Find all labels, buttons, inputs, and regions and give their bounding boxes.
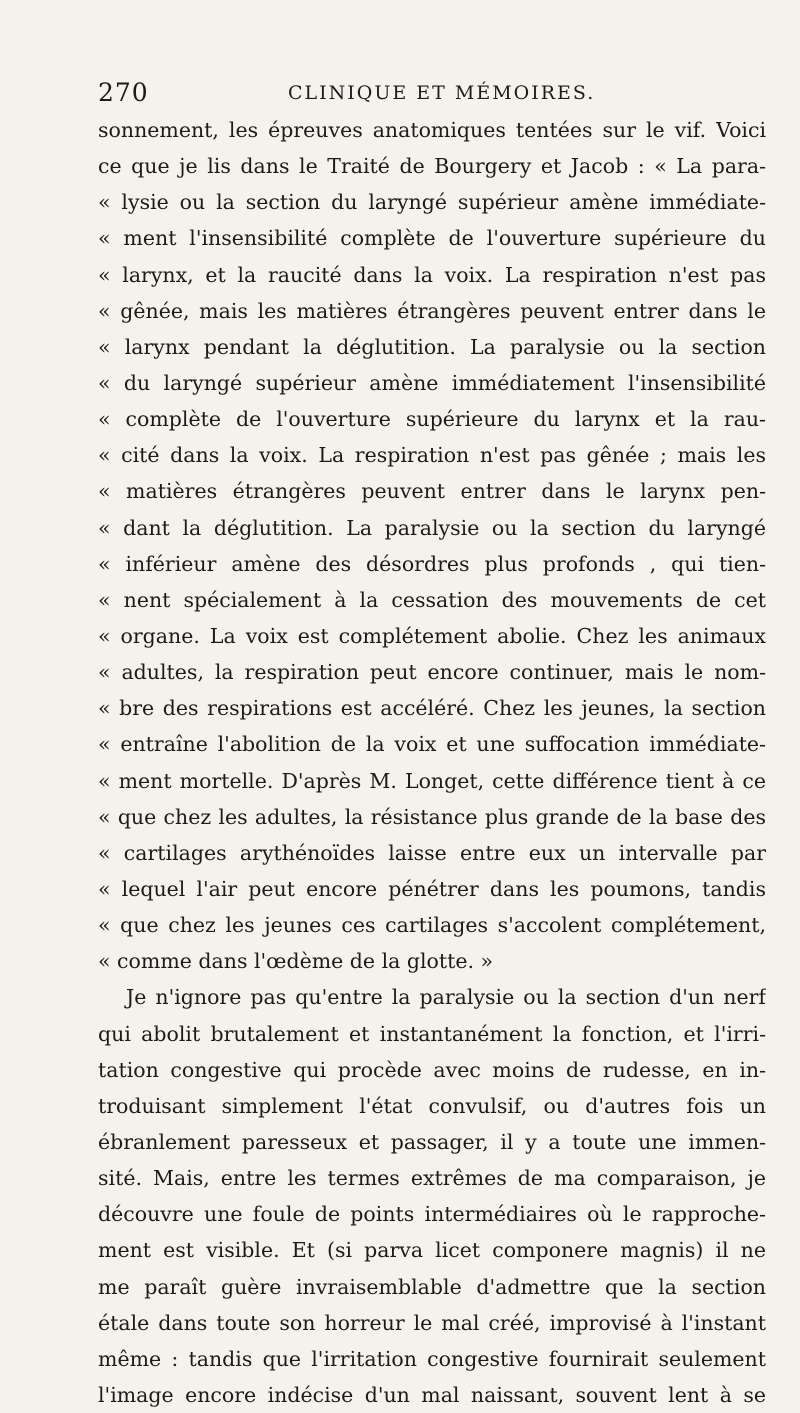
page-number: 270 xyxy=(98,78,149,107)
text-line: « du laryngé supérieur amène immédiatement l'insensibilité xyxy=(98,370,766,395)
text-line: « matières étrangères peuvent entrer dans le larynx pen- xyxy=(98,479,766,504)
running-title: CLINIQUE ET MÉMOIRES. xyxy=(288,82,596,104)
text-line: Je n'ignore pas qu'entre la paralysie ou la section d'un nerf xyxy=(126,985,766,1010)
text-line: « larynx, et la raucité dans la voix. La respiration n'est pas xyxy=(98,262,766,287)
text-line: « inférieur amène des désordres plus profonds , qui tien- xyxy=(98,551,766,576)
text-line: « cartilages arythénoïdes laisse entre eux un intervalle par xyxy=(98,840,766,865)
text-line: tation congestive qui procède avec moins de rudesse, en in- xyxy=(98,1057,766,1082)
text-line: « bre des respirations est accéléré. Chez les jeunes, la section xyxy=(98,696,766,721)
text-line: l'image encore indécise d'un mal naissant, souvent lent à se xyxy=(98,1382,766,1407)
text-line: qui abolit brutalement et instantanément la fonction, et l'irri- xyxy=(98,1021,766,1046)
text-line: ce que je lis dans le Traité de Bourgery et Jacob : « La para- xyxy=(98,154,766,179)
text-line: « gênée, mais les matières étrangères peuvent entrer dans le xyxy=(98,298,766,323)
text-line: « cité dans la voix. La respiration n'est pas gênée ; mais les xyxy=(98,443,766,468)
page-header xyxy=(98,78,766,108)
text-line: « complète de l'ouverture supérieure du larynx et la rau- xyxy=(98,407,766,432)
text-line: découvre une foule de points intermédiaires où le rapproche- xyxy=(98,1202,766,1227)
body-text xyxy=(98,112,766,1413)
text-line: sité. Mais, entre les termes extrêmes de ma comparaison, je xyxy=(98,1166,766,1191)
text-line: « ment mortelle. D'après M. Longet, cette différence tient à ce xyxy=(98,768,766,793)
text-line: étale dans toute son horreur le mal créé, improvisé à l'instant xyxy=(98,1310,766,1335)
text-line: sonnement, les épreuves anatomiques tentées sur le vif. Voici xyxy=(98,118,766,142)
text-line: même : tandis que l'irritation congestive fournirait seulement xyxy=(98,1346,766,1371)
text-line: « nent spécialement à la cessation des mouvements de cet xyxy=(98,587,766,612)
text-line: « lequel l'air peut encore pénétrer dans les poumons, tandis xyxy=(98,876,766,901)
text-line: « comme dans l'œdème de la glotte. » xyxy=(98,949,494,974)
text-line: « que chez les adultes, la résistance plus grande de la base des xyxy=(98,804,766,829)
text-line: « dant la déglutition. La paralysie ou la section du laryngé xyxy=(98,515,766,540)
text-line: « lysie ou la section du laryngé supérieur amène immédiate- xyxy=(98,190,766,215)
text-line: troduisant simplement l'état convulsif, ou d'autres fois un xyxy=(98,1093,766,1118)
text-line: me paraît guère invraisemblable d'admettre que la section xyxy=(98,1274,766,1299)
text-line: « adultes, la respiration peut encore continuer, mais le nom- xyxy=(98,660,766,685)
text-line: « organe. La voix est complétement abolie. Chez les animaux xyxy=(98,623,766,648)
text-line: « entraîne l'abolition de la voix et une suffocation immédiate- xyxy=(98,732,766,757)
text-line: « ment l'insensibilité complète de l'ouverture supérieure du xyxy=(98,226,766,251)
text-line: ment est visible. Et (si parva licet componere magnis) il ne xyxy=(98,1238,766,1263)
text-line: ébranlement paresseux et passager, il y a toute une immen- xyxy=(98,1129,766,1154)
text-line: « larynx pendant la déglutition. La paralysie ou la section xyxy=(98,334,766,359)
text-line: « que chez les jeunes ces cartilages s'accolent complétement, xyxy=(98,913,766,938)
